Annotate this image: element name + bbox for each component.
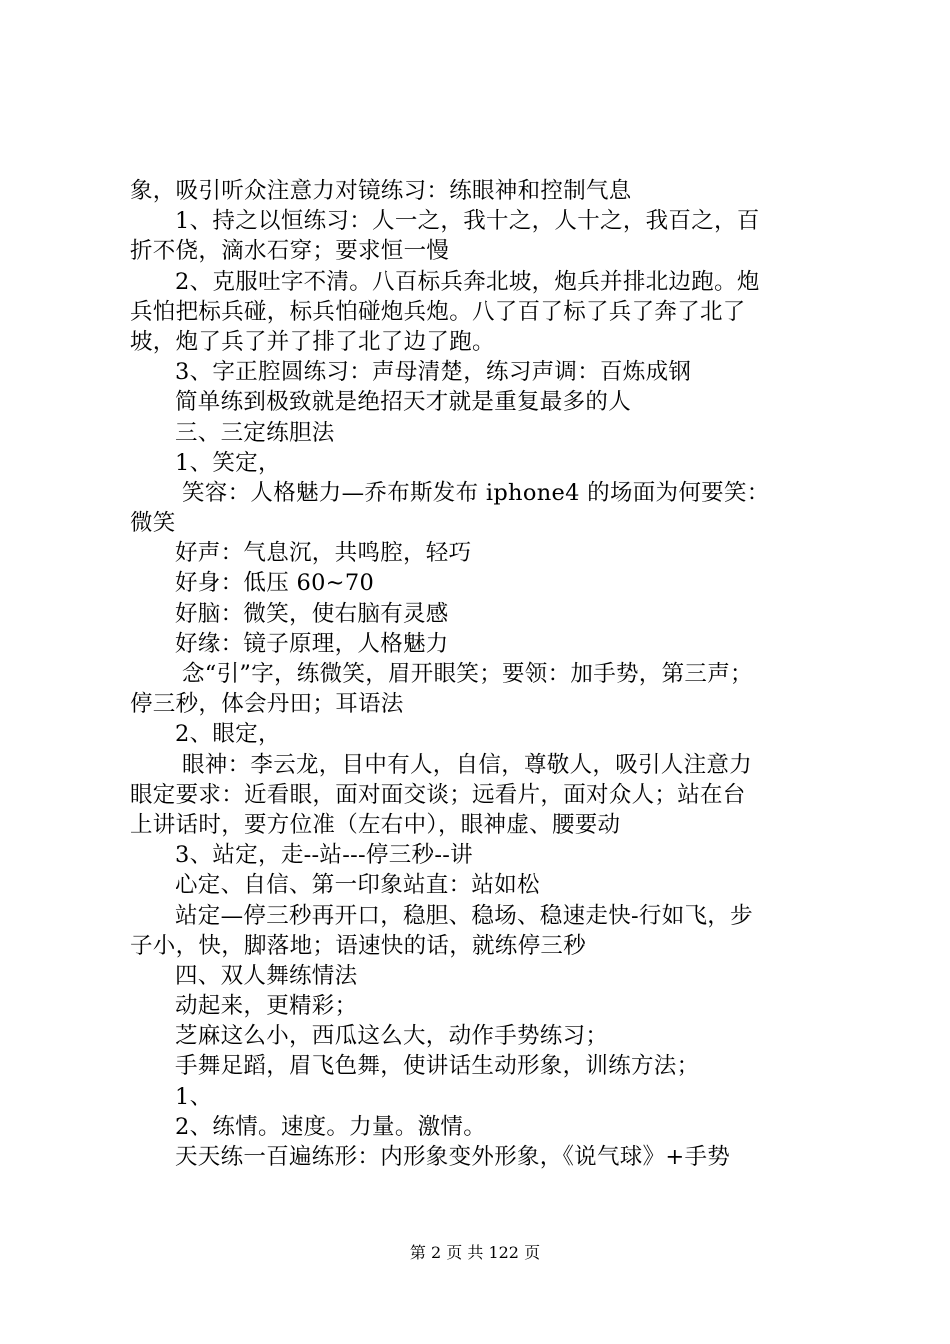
text-line: 眼定要求：近看眼，面对面交谈；远看片，面对众人；站在台 (130, 781, 746, 808)
text-line: 上讲话时，要方位准（左右中），眼神虚、腰要动 (130, 811, 621, 838)
text-line: 1、 (175, 1083, 213, 1110)
text-line: 微笑 (130, 510, 176, 537)
text-line: 兵怕把标兵碰，标兵怕碰炮兵炮。八了百了标了兵了奔了北了 (130, 298, 746, 325)
text-line: 1、笑定， (175, 449, 281, 476)
text-line: 眼神：李云龙，目中有人，自信，尊敬人，吸引人注意力 (182, 751, 753, 778)
text-line: 好声：气息沉，共鸣腔，轻巧 (175, 540, 472, 567)
text-line: 停三秒，体会丹田；耳语法 (130, 691, 404, 718)
text-line: 笑容：人格魅力—乔布斯发布 iphone4 的场面为何要笑： (182, 479, 770, 506)
text-line: 动起来，更精彩； (175, 993, 358, 1020)
text-line: 念“引”字，练微笑，眉开眼笑；要领：加手势，第三声； (182, 661, 753, 687)
text-line: 站定—停三秒再开口，稳胆、稳场、稳速走快-行如飞，步 (175, 902, 753, 929)
text-line: 3、站定，走--站---停三秒--讲 (175, 842, 473, 869)
text-line: 好身：低压 60~70 (175, 570, 375, 597)
text-line: 象，吸引听众注意力对镜练习：练眼神和控制气息 (130, 178, 632, 204)
text-line: 心定、自信、第一印象站直：站如松 (175, 872, 540, 899)
text-line: 1、持之以恒练习：人一之，我十之，人十之，我百之，百 (175, 208, 760, 235)
page-footer: 第 2 页 共 122 页 (409, 1243, 541, 1262)
text-line: 3、字正腔圆练习：声母清楚，练习声调：百炼成钢 (175, 359, 692, 386)
document-body (130, 176, 830, 1172)
text-line: 四、双人舞练情法 (175, 962, 358, 989)
text-line: 芝麻这么小，西瓜这么大，动作手势练习； (175, 1023, 609, 1050)
text-line: 三、三定练胆法 (175, 419, 335, 446)
text-line: 2、克服吐字不清。八百标兵奔北坡，炮兵并排北边跑。炮 (175, 268, 760, 295)
text-line: 手舞足蹈，眉飞色舞，使讲话生动形象，训练方法； (175, 1053, 700, 1080)
text-line: 2、练情。速度。力量。激情。 (175, 1113, 487, 1140)
text-line: 子小，快，脚落地；语速快的话，就练停三秒 (130, 932, 587, 959)
text-line: 简单练到极致就是绝招天才就是重复最多的人 (175, 389, 632, 416)
text-line: 折不侥，滴水石穿；要求恒一慢 (130, 238, 450, 265)
text-line: 天天练一百遍练形：内形象变外形象，《说气球》+手势 (175, 1144, 731, 1170)
text-line: 坡，炮了兵了并了排了北了边了跑。 (130, 328, 495, 355)
text-line: 好缘：镜子原理，人格魅力 (175, 630, 449, 657)
text-line: 2、眼定， (175, 721, 281, 748)
text-line: 好脑：微笑，使右脑有灵感 (175, 600, 449, 627)
